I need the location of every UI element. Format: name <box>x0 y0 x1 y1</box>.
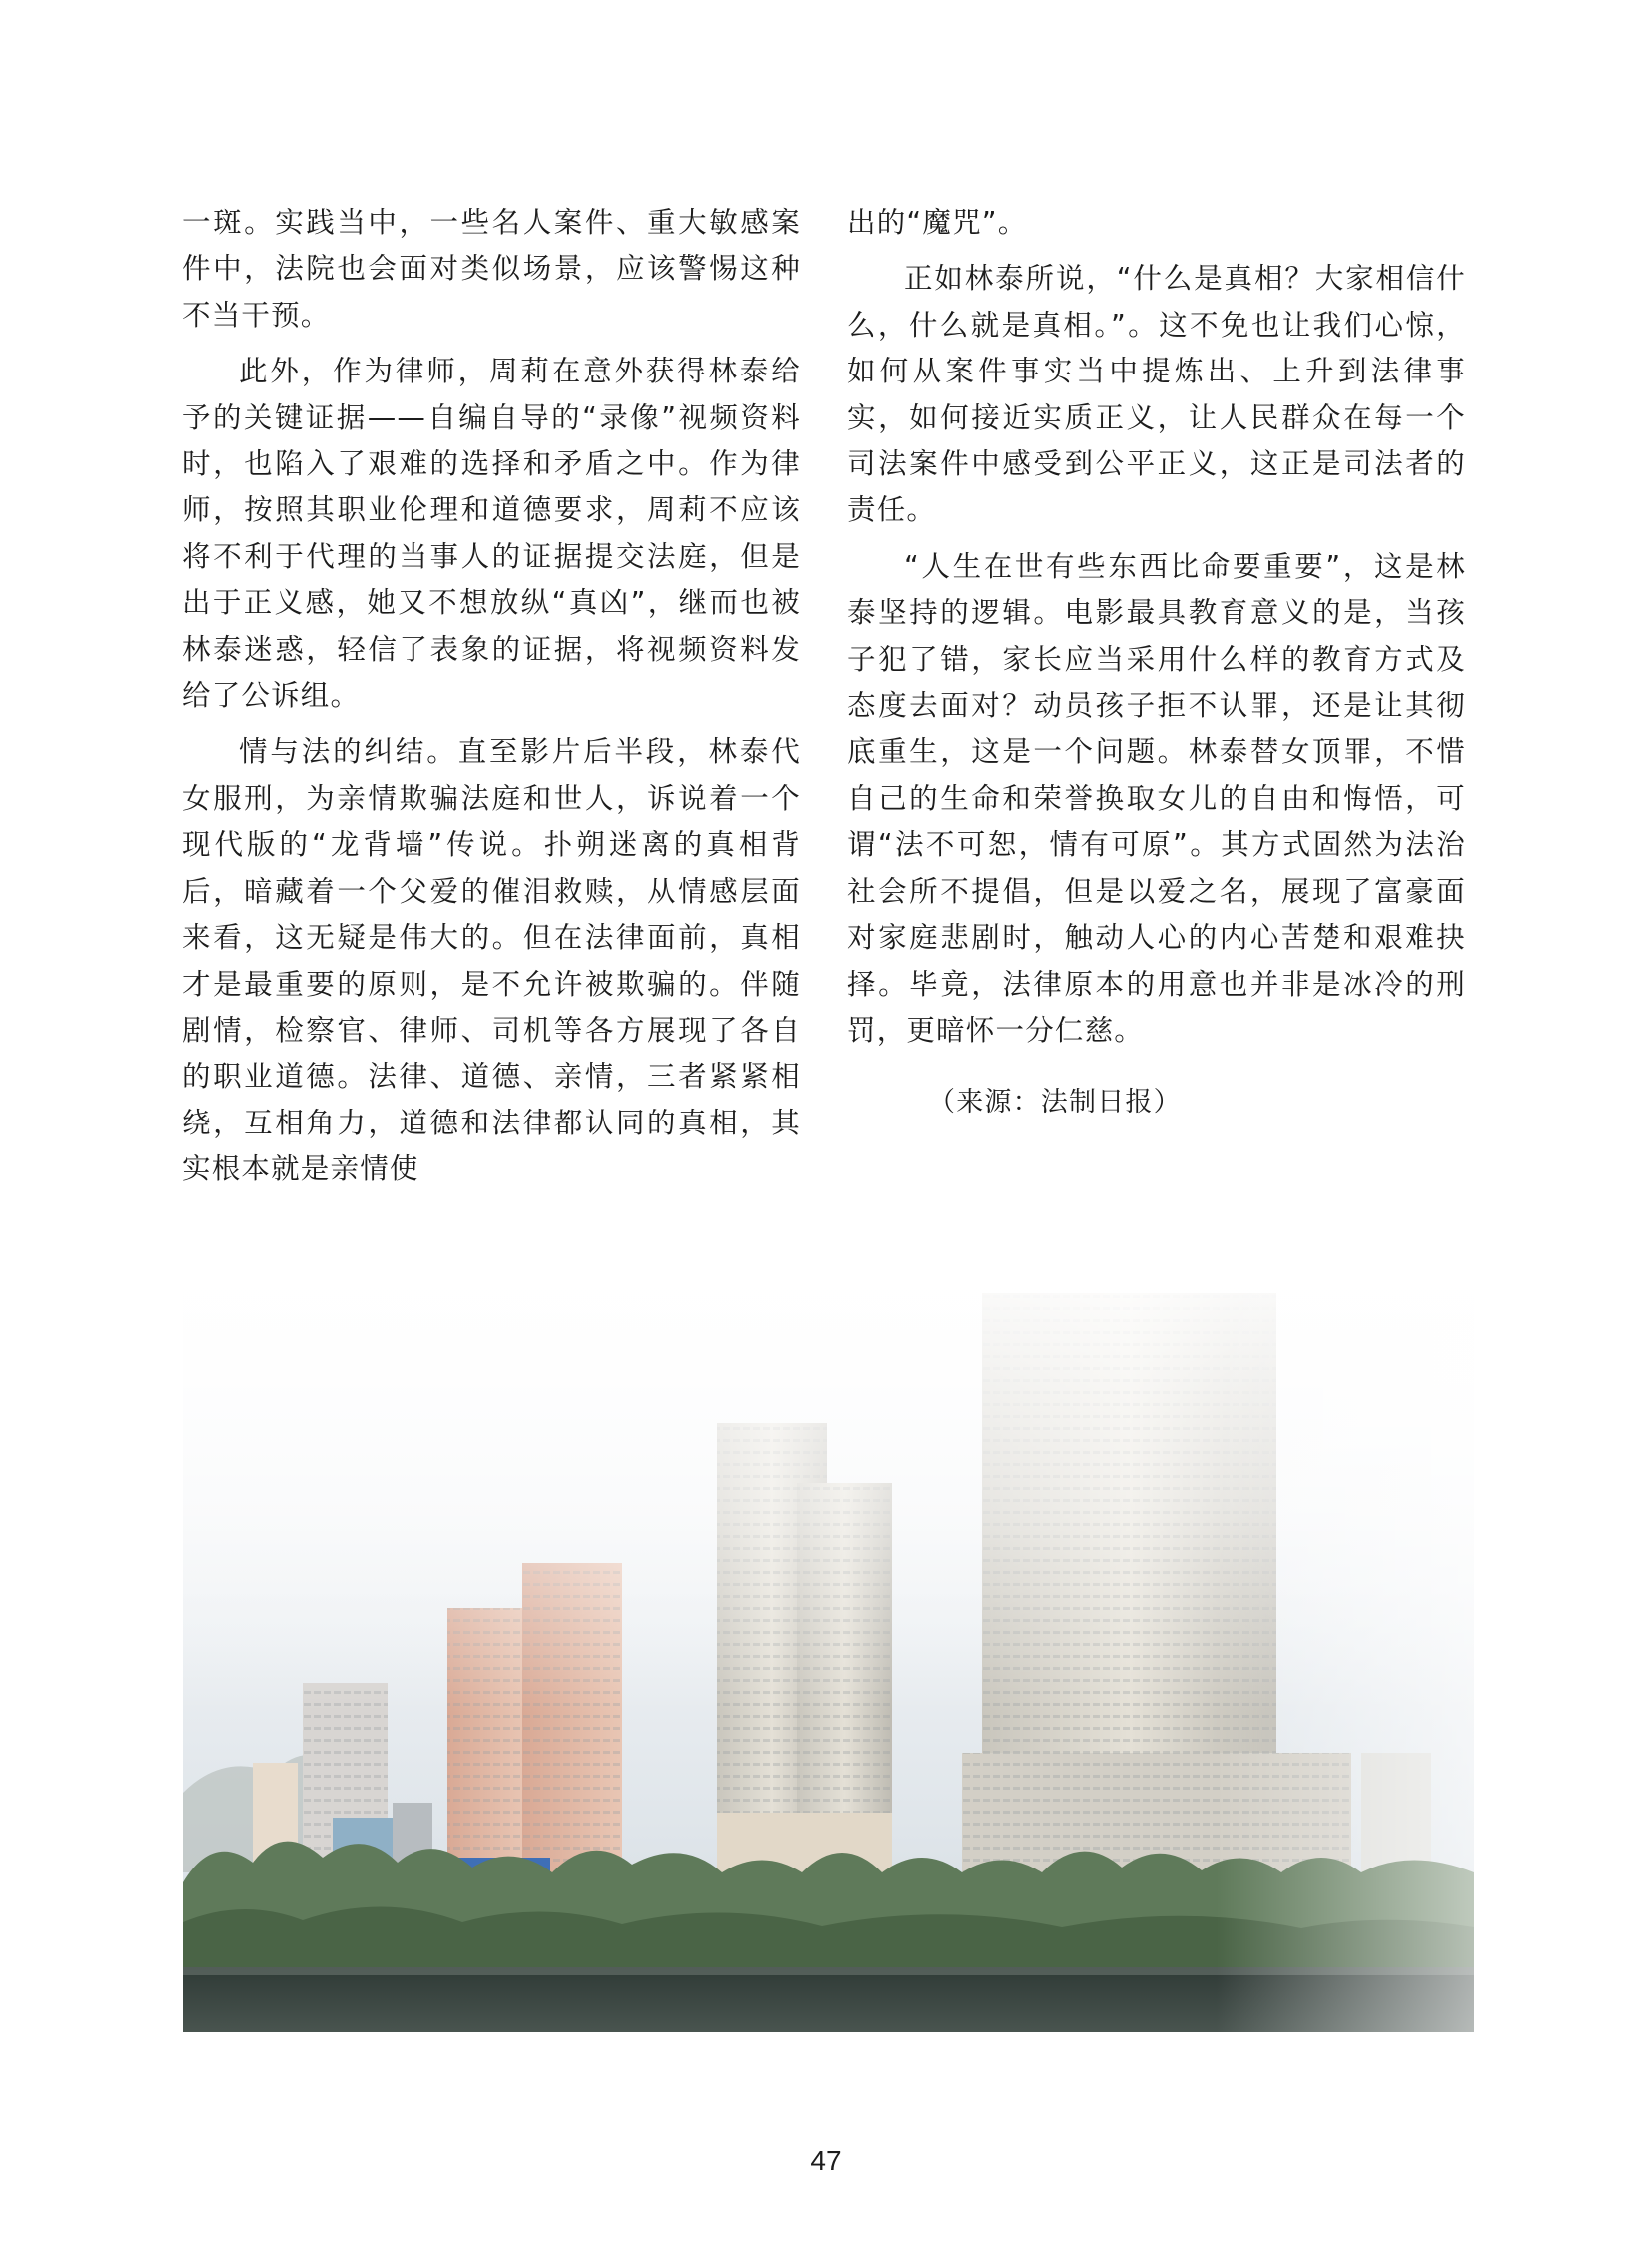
article-source: （来源：法制日报） <box>928 1087 1182 1119</box>
paragraph: 正如林泰所说，“什么是真相？大家相信什么，什么就是真相。”。这不免也让我们心惊，如何从案件事实当中提炼出、上升到法律事实，如何接近实质正义，让人民群众在每一个司法案件中感受到公平正义，这正是司法者的责任。 <box>847 262 1466 527</box>
right-text-column <box>847 200 1466 1126</box>
paragraph: “人生在世有些东西比命要重要”，这是林泰坚持的逻辑。电影最具教育意义的是，当孩子犯了错，家长应当采用什么样的教育方式及态度去面对？动员孩子拒不认罪，还是让其彻底重生，这是一个问题。林泰替女顶罪，不惜自己的生命和荣誉换取女儿的自由和悔悟，可谓“法不可恕，情有可原”。其方式固然为法治社会所不提倡，但是以爱之名，展现了富豪面对家庭悲剧时，触动人心的内心苦楚和艰难抉择。毕竟，法律原本的用意也并非是冰冷的刑罚，更暗怀一分仁慈。 <box>847 549 1466 1047</box>
paragraph: 情与法的纠结。直至影片后半段，林泰代女服刑，为亲情欺骗法庭和世人，诉说着一个现代版的“龙背墙”传说。扑朔迷离的真相背后，暗藏着一个父爱的催泪救赎，从情感层面来看，这无疑是伟大的。但在法律面前，真相才是最重要的原则，是不允许被欺骗的。伴随剧情，检察官、律师、司机等各方展现了各自的职业道德。法律、道德、亲情，三者紧紧相绕，互相角力，道德和法律都认同的真相，其实根本就是亲情使 <box>182 735 801 1186</box>
left-text-column <box>182 200 801 1193</box>
page-number: 47 <box>810 2145 842 2176</box>
city-skyline-photo <box>183 1233 1474 2032</box>
paragraph: 一斑。实践当中，一些名人案件、重大敏感案件中，法院也会面对类似场景，应该警惕这种不当干预。 <box>182 206 801 332</box>
paragraph: 出的“魔咒”。 <box>847 206 1028 239</box>
paragraph: 此外，作为律师，周莉在意外获得林泰给予的关键证据——自编自导的“录像”视频资料时，也陷入了艰难的选择和矛盾之中。作为律师，按照其职业伦理和道德要求，周莉不应该将不利于代理的当事人的证据提交法庭，但是出于正义感，她又不想放纵“真凶”，继而也被林泰迷惑，轻信了表象的证据，将视频资料发给了公诉组。 <box>182 355 801 713</box>
